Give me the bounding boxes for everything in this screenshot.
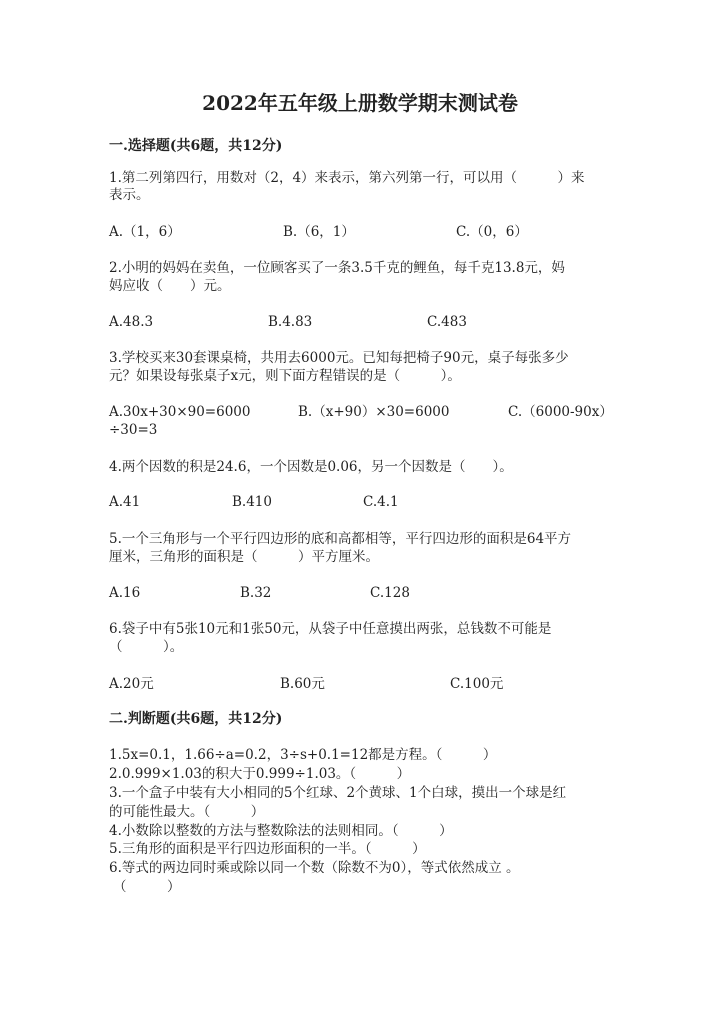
judgement-item: 的可能性最大。（ ）: [109, 804, 265, 820]
option-b: B.（6，1）: [283, 224, 355, 240]
section-heading-choice: 一.选择题(共6题，共12分): [109, 138, 283, 154]
option-a: A.30x+30×90=6000: [109, 404, 251, 420]
option-b: B.（x+90）×30=6000: [298, 404, 450, 420]
option-c-continuation: ÷30=3: [109, 422, 158, 438]
option-b: B.32: [240, 585, 272, 601]
judgement-item: （ ）: [113, 879, 181, 895]
option-c: C.128: [370, 585, 410, 601]
question-text: 2.小明的妈妈在卖鱼，一位顾客买了一条3.5千克的鲤鱼，每千克13.8元，妈: [109, 260, 565, 276]
judgement-item: 5.三角形的面积是平行四边形面积的一半。（ ）: [109, 841, 426, 857]
question-text: 厘米，三角形的面积是（ ）平方厘米。: [109, 549, 379, 565]
question-text: 5.一个三角形与一个平行四边形的底和高都相等，平行四边形的面积是64平方: [109, 531, 572, 547]
question-text: 3.学校买来30套课桌椅，共用去6000元。已知每把椅子90元，桌子每张多少: [109, 350, 569, 366]
page-title: 2022年五年级上册数学期末测试卷: [202, 91, 518, 115]
judgement-item: 4.小数除以整数的方法与整数除法的法则相同。（ ）: [109, 823, 453, 839]
judgement-item: 3.一个盒子中装有大小相同的5个红球、2个黄球、1个白球，摸出一个球是红: [109, 785, 567, 801]
question-text: （ ）。: [109, 639, 184, 655]
option-c: C.483: [427, 314, 467, 330]
option-b: B.410: [232, 494, 272, 510]
option-c: C.（0，6）: [456, 224, 528, 240]
option-c: C.（6000-90x）: [508, 404, 613, 420]
section-heading-judgement: 二.判断题(共6题，共12分): [109, 711, 283, 727]
option-b: B.4.83: [268, 314, 313, 330]
question-text: 1.第二列第四行，用数对（2，4）来表示，第六列第一行，可以用（ ）来: [109, 170, 585, 186]
judgement-item: 6.等式的两边同时乘或除以同一个数（除数不为0），等式依然成立 。: [109, 860, 520, 876]
question-text: 表示。: [109, 187, 150, 203]
option-a: A.20元: [109, 676, 154, 692]
option-b: B.60元: [280, 676, 325, 692]
question-text: 妈应收（ ）元。: [109, 278, 231, 294]
option-a: A.（1，6）: [109, 224, 181, 240]
option-a: A.48.3: [109, 314, 154, 330]
question-text: 元？如果设每张桌子x元，则下面方程错误的是（ ）。: [109, 368, 461, 384]
judgement-item: 1.5x=0.1，1.66÷a=0.2，3÷s+0.1=12都是方程。（ ）: [109, 747, 497, 763]
question-text: 4.两个因数的积是24.6，一个因数是0.06，另一个因数是（ ）。: [109, 459, 513, 475]
option-a: A.16: [109, 585, 141, 601]
option-a: A.41: [109, 494, 141, 510]
option-c: C.4.1: [363, 494, 399, 510]
judgement-item: 2.0.999×1.03的积大于0.999÷1.03。（ ）: [109, 766, 411, 782]
question-text: 6.袋子中有5张10元和1张50元，从袋子中任意摸出两张，总钱数不可能是: [109, 621, 552, 637]
option-c: C.100元: [450, 676, 504, 692]
